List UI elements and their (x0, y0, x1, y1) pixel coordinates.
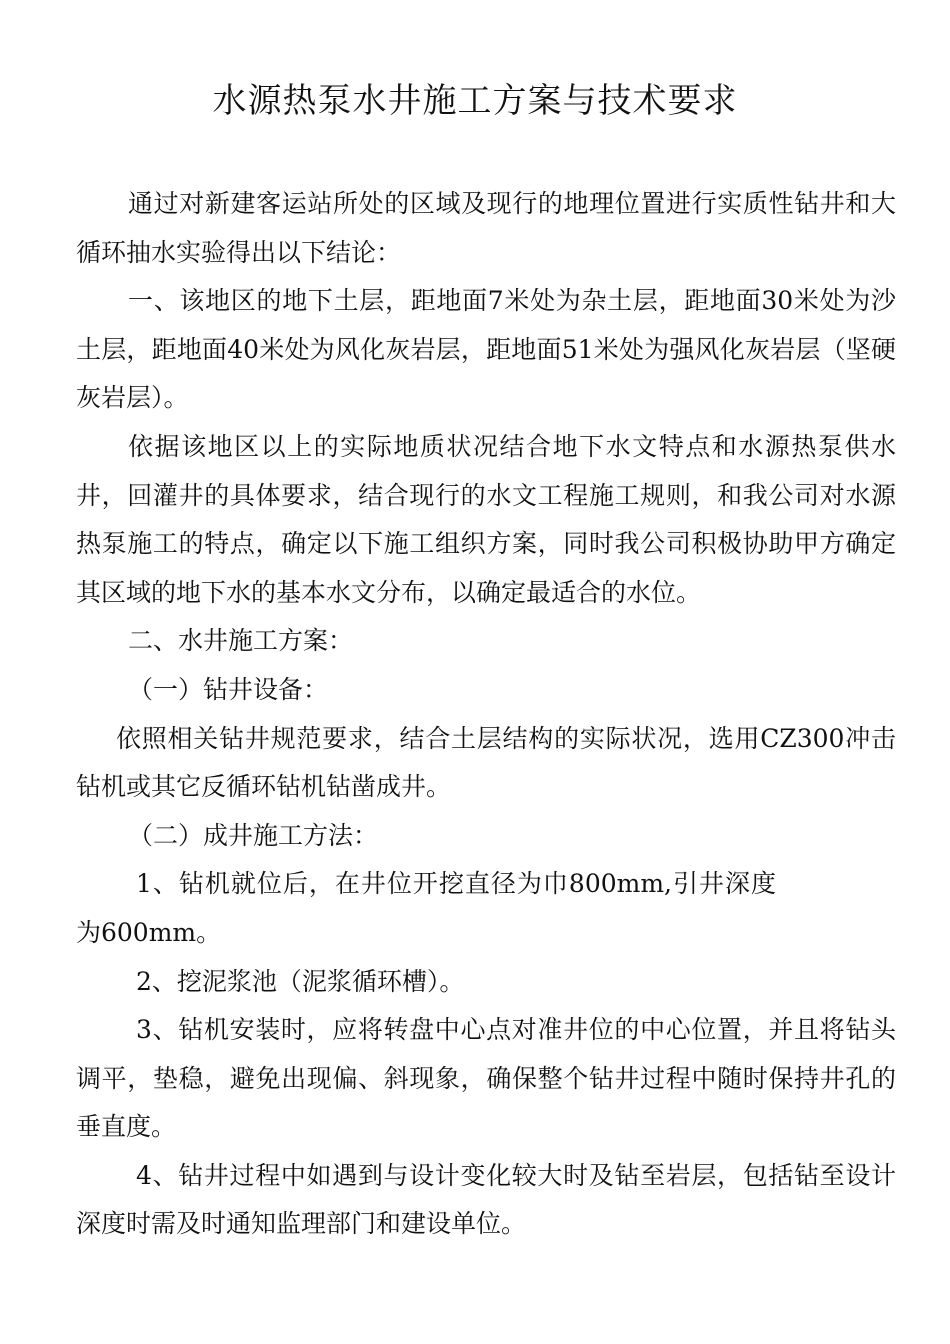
paragraph-intro: 通过对新建客运站所处的区域及现行的地理位置进行实质性钻井和大循环抽水实验得出以下结论： (76, 189, 896, 267)
subsection-heading-construction-method: （二）成井施工方法： (128, 820, 379, 850)
section-heading-well-construction: 二、水井施工方案： (128, 626, 354, 656)
subsection-heading-drilling-equipment: （一）钻井设备： (128, 674, 329, 704)
list-item-step-2: 2、挖泥浆池（泥浆循环槽）。 (136, 966, 465, 996)
list-item-step-3: 3、钻机安装时，应将转盘中心点对准井位的中心位置，并且将钻头调平，垫稳，避免出现偏、斜现象，确保整个钻井过程中随时保持井孔的垂直度。 (76, 1015, 896, 1142)
paragraph-organization-plan: 依据该地区以上的实际地质状况结合地下水文特点和水源热泵供水井，回灌井的具体要求，结合现行的水文工程施工规则，和我公司对水源热泵施工的特点，确定以下施工组织方案，同时我公司积极协助甲方确定其区域的地下水的基本水文分布，以确定最适合的水位。 (76, 431, 896, 607)
list-item-step-1: 1、钻机就位后，在井位开挖直径为巾800mm,引井深度为600mm。 (76, 869, 776, 947)
list-item-step-4: 4、钻井过程中如遇到与设计变化较大时及钻至岩层，包括钻至设计深度时需及时通知监理部门和建设单位。 (76, 1160, 896, 1239)
document-title: 水源热泵水井施工方案与技术要求 (212, 81, 738, 121)
paragraph-soil-layers: 一、该地区的地下土层，距地面7米处为杂土层，距地面30米处为沙土层，距地面40米处为风化灰岩层，距地面51米处为强风化灰岩层（坚硬灰岩层）。 (76, 286, 896, 413)
paragraph-drilling-equipment: 依照相关钻井规范要求，结合土层结构的实际状况，选用CZ300冲击钻机或其它反循环钻机钻凿成井。 (76, 723, 896, 802)
document-body (76, 180, 896, 1249)
